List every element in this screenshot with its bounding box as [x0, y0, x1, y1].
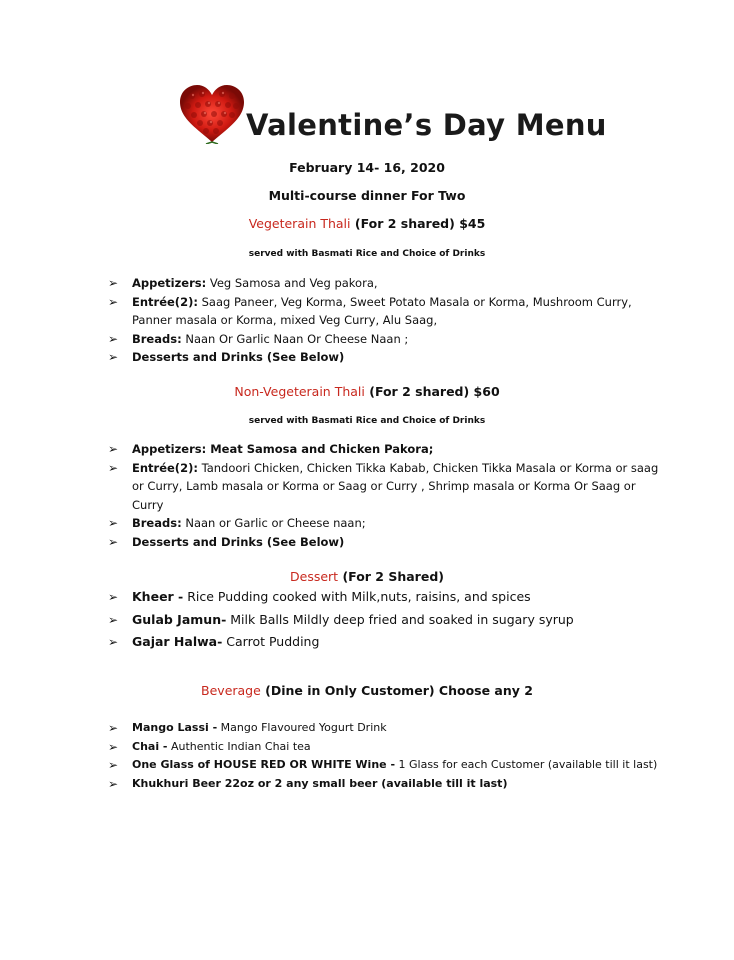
list-item: ➢ Breads: Naan Or Garlic Naan Or Cheese Naan ; [108, 330, 668, 349]
nonveg-thali-price: (For 2 shared) $60 [364, 384, 500, 399]
list-item: ➢ Appetizers: Meat Samosa and Chicken Pakora; [108, 440, 668, 459]
veg-thali-price: (For 2 shared) $45 [350, 216, 486, 231]
list-item: ➢ Mango Lassi - Mango Flavoured Yogurt Drink [108, 719, 668, 738]
beverage-heading [0, 683, 734, 698]
list-item: ➢ Entrée(2): Tandoori Chicken, Chicken Tikka Kabab, Chicken Tikka Masala or Korma or saag or Curry, Lamb masala or Korma or Saag or Curry , Shrimp masala or Korma Or Saag or Curry [108, 460, 659, 512]
arrow-bullet-icon: ➢ [108, 460, 119, 475]
arrow-bullet-icon: ➢ [108, 776, 119, 791]
nonveg-thali-name: Non-Vegeterain Thali [234, 384, 365, 399]
rose-heart-icon [178, 84, 246, 144]
event-dates: February 14- 16, 2020 [289, 160, 445, 175]
dessert-heading [0, 569, 734, 584]
veg-thali-name: Vegeterain Thali [248, 216, 351, 231]
nonveg-served-note: served with Basmati Rice and Choice of Drinks [248, 416, 486, 426]
nonveg-items-list [108, 440, 668, 551]
list-item: ➢ Appetizers: Veg Samosa and Veg pakora, [108, 274, 668, 293]
list-item: ➢ Entrée(2): Saag Paneer, Veg Korma, Sweet Potato Masala or Korma, Mushroom Curry, Panner masala or Korma, mixed Veg Curry, Alu Saag, [108, 294, 632, 327]
list-item: ➢ Gulab Jamun- Milk Balls Mildly deep fried and soaked in sugary syrup [108, 611, 668, 630]
beverage-items-list [108, 719, 668, 793]
arrow-bullet-icon: ➢ [108, 442, 119, 456]
arrow-bullet-icon: ➢ [108, 635, 119, 649]
veg-thali-heading [0, 216, 734, 231]
list-item: ➢ Chai - Authentic Indian Chai tea [108, 738, 668, 757]
list-item: ➢ One Glass of HOUSE RED OR WHITE Wine - 1 Glass for each Customer (available till it last) [108, 756, 668, 775]
arrow-bullet-icon: ➢ [108, 534, 119, 549]
arrow-bullet-icon: ➢ [108, 350, 119, 364]
arrow-bullet-icon: ➢ [108, 739, 119, 754]
veg-served-note: served with Basmati Rice and Choice of Drinks [248, 249, 486, 259]
arrow-bullet-icon: ➢ [108, 276, 119, 290]
arrow-bullet-icon: ➢ [108, 294, 119, 309]
list-item: ➢ Desserts and Drinks (See Below) [108, 533, 668, 552]
beverage-note: (Dine in Only Customer) Choose any 2 [260, 683, 533, 698]
dessert-note: (For 2 Shared) [338, 569, 444, 584]
list-item: ➢ Desserts and Drinks (See Below) [108, 348, 668, 367]
veg-items-list [108, 274, 668, 367]
list-item: ➢ Khukhuri Beer 22oz or 2 any small beer (available till it last) [108, 775, 668, 794]
dessert-name: Dessert [290, 569, 339, 584]
arrow-bullet-icon: ➢ [108, 516, 119, 530]
arrow-bullet-icon: ➢ [108, 758, 119, 772]
list-item: ➢ Kheer - Rice Pudding cooked with Milk,nuts, raisins, and spices [108, 588, 668, 607]
arrow-bullet-icon: ➢ [108, 721, 119, 735]
arrow-bullet-icon: ➢ [108, 331, 119, 346]
list-item: ➢ Gajar Halwa- Carrot Pudding [108, 633, 668, 652]
menu-title: Valentine’s Day Menu [246, 108, 607, 142]
menu-subtitle: Multi-course dinner For Two [268, 188, 466, 203]
list-item: ➢ Breads: Naan or Garlic or Cheese naan; [108, 514, 668, 533]
arrow-bullet-icon: ➢ [108, 612, 119, 627]
nonveg-thali-heading [0, 384, 734, 399]
dessert-items-list [108, 588, 668, 652]
beverage-name: Beverage [201, 683, 261, 698]
arrow-bullet-icon: ➢ [108, 590, 119, 604]
